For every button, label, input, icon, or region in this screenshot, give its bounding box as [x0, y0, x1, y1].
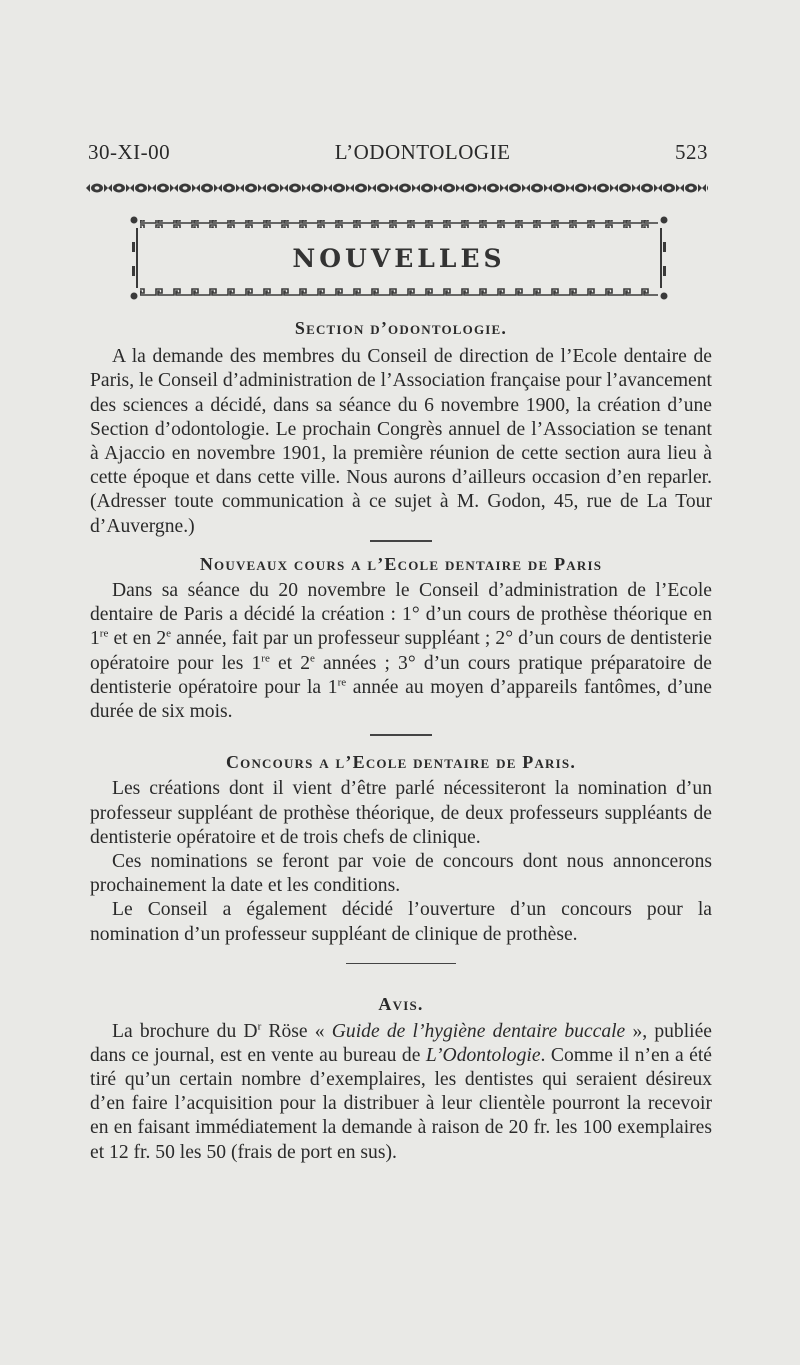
- ordinal-superscript: e: [310, 652, 315, 665]
- ornamental-band: [86, 181, 708, 195]
- text-run: année au moyen d’appareils fantômes, d’une durée de six mois.: [90, 676, 712, 723]
- text-run: années ; 3° d’un cours pratique préparatoire de dentisterie opératoire pour la 1: [90, 652, 713, 698]
- banner-title: NOUVELLES: [292, 244, 506, 273]
- paragraph-concours-1: Les créations dont il vient d’être parlé nécessiteront la nomination d’un professeur suppléant de prothèse théorique, de deux professeurs suppléants de dentisterie opératoire et de trois chefs de clinique.: [90, 778, 712, 848]
- paragraph-avis: [90, 1020, 712, 1165]
- text-run: et 2: [269, 652, 311, 674]
- journal-name: L’ODONTOLOGIE: [334, 140, 511, 164]
- text-run: La brochure du D: [112, 1020, 258, 1042]
- running-header: [88, 140, 708, 165]
- journal-title: L’Odontologie: [425, 1044, 541, 1066]
- text-run: Dans sa séance du 20 novembre le Conseil d’administration de l’Ecole dentaire de Paris a décidé la création : 1° d’un cours de prothèse théorique en 1: [90, 580, 712, 650]
- section-heading-nouveaux-cours: Nouveaux cours a l’Ecole dentaire de Paris: [199, 553, 603, 574]
- section-heading-odontologie: Section d’odontologie.: [294, 318, 508, 338]
- separator-rule: [370, 540, 432, 542]
- section-heading-avis: Avis.: [378, 994, 424, 1015]
- text-run: », publiée dans ce journal, est en vente au bureau de: [90, 1020, 712, 1066]
- brochure-title: Guide de l’hygiène dentaire buccale: [331, 1020, 626, 1042]
- ordinal-superscript: re: [99, 627, 109, 640]
- section-heading-concours: Concours a l’Ecole dentaire de Paris.: [225, 752, 577, 773]
- text-run: . Comme il n’en a été tiré qu’un certain nombre d’exemplaires, les dentistes qui seraient désireux d’en faire l’acquisition pour la distribuer à leur clientèle pourront la recevoir en en faisant immédiatement la demande à raison de 20 fr. les 100 exemplaires et 12 fr. 50 les 50 (frais de port en sus).: [90, 1044, 713, 1163]
- paragraph-nouveaux-cours: [90, 579, 712, 724]
- paragraph-concours-3: Le Conseil a également décidé l’ouverture d’un concours pour la nomination d’un professeur suppléant de clinique de prothèse.: [90, 899, 712, 945]
- page-number: 523: [675, 140, 708, 164]
- issue-date: 30-XI-00: [88, 140, 171, 164]
- text-run: Röse «: [261, 1020, 332, 1042]
- ordinal-superscript: re: [337, 676, 347, 689]
- text-run: année, fait par un professeur suppléant ; 2° d’un cours de dentisterie opératoire pour les 1: [90, 628, 712, 674]
- text-run: et en 2: [108, 628, 167, 650]
- paragraph-concours-2: Ces nominations se feront par voie de concours dont nous annoncerons prochainement la date et les conditions.: [90, 851, 712, 897]
- paragraph-odontologie: A la demande des membres du Conseil de direction de l’Ecole dentaire de Paris, le Conseil d’administration de l’Association française pour l’avancement des sciences a décidé, dans sa séance du 6 novembre 1900, la création d’une Section d’odontologie. Le prochain Congrès annuel de l’Association se tenant à Ajaccio en novembre 1901, la première réunion de cette section aura lieu à cette époque et dans cette ville. Nous aurons d’ailleurs occasion d’en reparler. (Adresser toute communication à ce sujet à M. Godon, 45, rue de La Tour d’Auvergne.): [90, 346, 712, 537]
- separator-rule: [370, 734, 432, 736]
- ordinal-superscript: e: [166, 627, 172, 640]
- article-body: [90, 316, 712, 1165]
- separator-rule: [346, 963, 456, 965]
- title-superscript: r: [257, 1020, 262, 1033]
- ordinal-superscript: re: [261, 652, 270, 665]
